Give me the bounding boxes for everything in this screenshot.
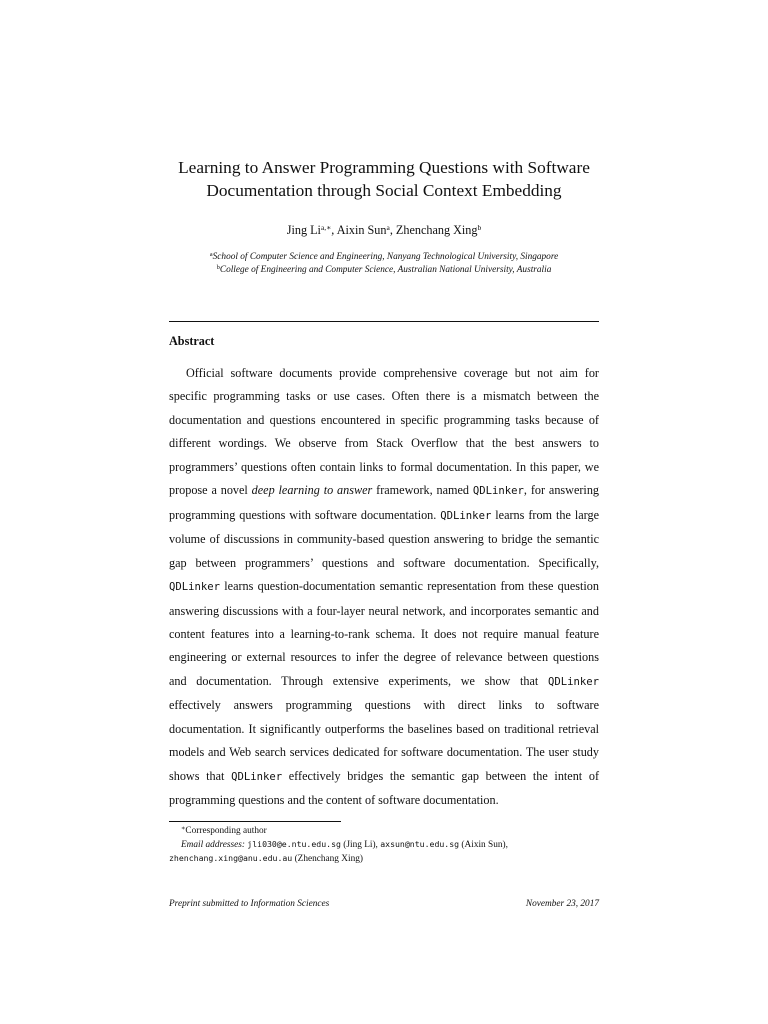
abstract-emphasis: deep learning to answer xyxy=(251,483,373,498)
affiliation-mark: b xyxy=(216,263,220,271)
model-name: QDLinker xyxy=(169,581,221,594)
abstract-text: , for answering programming questions with software documentation. xyxy=(169,483,600,522)
model-name: QDLinker xyxy=(547,675,599,688)
author-list: Jing $Li^{a,∗}$, Aixin Sun$^a$, Zhenchang Xing$^b$ xyxy=(286,222,482,237)
affiliation-mark: a xyxy=(209,250,213,258)
author-mark: a,∗ xyxy=(320,222,332,232)
author-name: Zhenchang Xing xyxy=(395,223,478,237)
affiliation-list xyxy=(169,251,599,276)
email-note-cont xyxy=(169,852,599,866)
abstract-text: framework, named xyxy=(372,483,473,498)
preprint-note: Preprint submitted to Information Sciences xyxy=(169,899,330,909)
model-name: QDLinker xyxy=(472,485,524,498)
email-link[interactable]: zhenchang.xing@anu.edu.au xyxy=(169,852,293,863)
abstract-heading: Abstract xyxy=(169,334,215,348)
author-name: Jing Li xyxy=(286,223,321,237)
email-link[interactable]: jli030@e.ntu.edu.sg xyxy=(247,838,341,849)
title-line-1: Learning to Answer Programming Questions with Software xyxy=(178,158,590,177)
abstract-text: Official software documents provide comprehensive coverage but not aim for specific programming tasks or use cases. Often there is a mismatch between the documentation and questions encountered in specific programming tasks because of different wordings. We observe from Stack Overflow that the best answers to programmers’ questions often contain links to formal documentation. In this paper, we propose a novel xyxy=(169,366,599,498)
abstract-text: learns from the large volume of discussions in community-based question answering to bridge the semantic gap between programmers’ questions and software documentation. Specifically, xyxy=(169,507,599,570)
email-owner: (Aixin Sun), xyxy=(461,839,508,850)
model-name: QDLinker xyxy=(440,509,492,522)
email-owner: (Zhenchang Xing) xyxy=(294,853,363,864)
email-link[interactable]: axsun@ntu.edu.sg xyxy=(380,838,460,849)
email-label: Email addresses: xyxy=(181,839,245,850)
abstract-text: effectively bridges the semantic gap between the intent of programming questions and the content of software documentation. xyxy=(169,768,600,808)
footnote xyxy=(169,825,599,865)
abstract-text: effectively answers programming questions with direct links to software documentation. It significantly outperforms the baselines based on traditional retrieval models and Web search services dedicated for software documentation. The user study shows that xyxy=(169,698,599,783)
paper-page xyxy=(169,0,599,1024)
affiliation xyxy=(169,264,599,277)
footnote-rule xyxy=(169,821,341,822)
paper-title xyxy=(169,156,599,202)
author-name: Aixin Sun xyxy=(336,223,387,237)
date-note: November 23, 2017 xyxy=(525,899,599,909)
footnote-mark: ∗ xyxy=(181,824,186,832)
title-line-2: Documentation through Social Context Embedding xyxy=(206,181,562,200)
corresponding-label: Corresponding author xyxy=(185,826,267,836)
affiliation-text: School of Computer Science and Engineering, Nanyang Technological University, Singapore xyxy=(212,252,559,262)
affiliation-text: College of Engineering and Computer Science, Australian National University, Australia xyxy=(219,264,552,275)
email-note xyxy=(169,838,599,852)
author-mark: b xyxy=(477,222,482,232)
email-owner: (Jing Li), xyxy=(343,839,378,850)
affiliation xyxy=(169,251,599,264)
model-name: QDLinker xyxy=(231,770,283,783)
abstract-top-rule xyxy=(169,321,599,322)
abstract-text: learns question-documentation semantic representation from these question answering discussions with a four-layer neural network, and incorporates semantic and content features into a learning-to-rank schema. It does not require manual feature engineering or external resources to infer the degree of relevance between questions and documentation. Through extensive experiments, we show that xyxy=(169,579,599,688)
corresponding-note xyxy=(169,825,599,838)
abstract-body xyxy=(169,362,599,813)
author-mark: a xyxy=(386,222,390,232)
